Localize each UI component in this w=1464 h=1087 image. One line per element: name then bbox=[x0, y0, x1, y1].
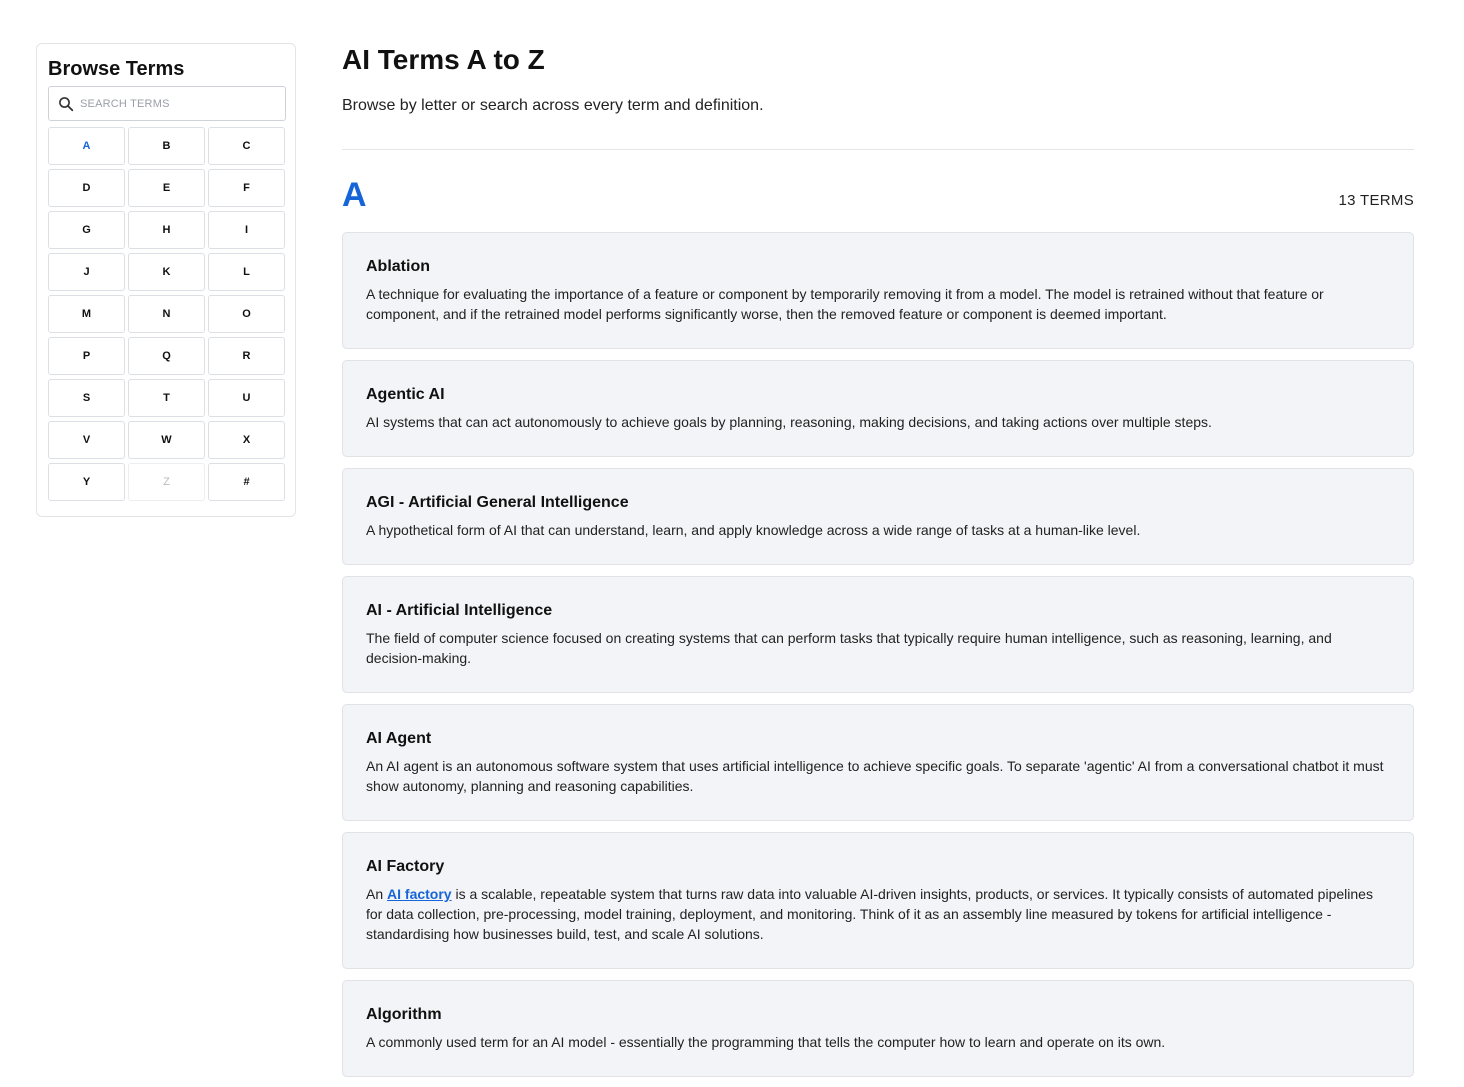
term-definition: A technique for evaluating the importance of a feature or component by temporarily removing it from a model. The model is retrained without that feature or component, and if the retrained model performs significantly worse, then the removed feature or component is deemed important. bbox=[366, 286, 1324, 322]
term-card-ai-agent bbox=[342, 704, 1414, 821]
letter-button-a[interactable]: A bbox=[48, 127, 125, 165]
sidebar-title: Browse Terms bbox=[48, 58, 185, 80]
term-title: AI Factory bbox=[366, 858, 445, 875]
letter-button-j[interactable]: J bbox=[48, 253, 125, 291]
term-definition bbox=[366, 884, 1390, 944]
term-card-agentic-ai bbox=[342, 360, 1414, 457]
letter-grid bbox=[48, 127, 284, 501]
letter-button-hash[interactable]: # bbox=[208, 463, 285, 501]
letter-button-b[interactable]: B bbox=[128, 127, 205, 165]
term-definition: AI systems that can act autonomously to achieve goals by planning, reasoning, making decisions, and taking actions over multiple steps. bbox=[366, 414, 1212, 430]
term-count: 13 TERMS bbox=[1338, 192, 1414, 209]
page-subtitle: Browse by letter or search across every term and definition. bbox=[342, 97, 764, 114]
term-card-ai-factory bbox=[342, 832, 1414, 969]
term-title: Algorithm bbox=[366, 1006, 442, 1023]
term-definition: A commonly used term for an AI model - essentially the programming that tells the computer how to learn and operate on its own. bbox=[366, 1034, 1166, 1050]
letter-button-d[interactable]: D bbox=[48, 169, 125, 207]
definition-prefix: An bbox=[366, 886, 388, 902]
browse-sidebar bbox=[36, 43, 296, 517]
letter-button-u[interactable]: U bbox=[208, 379, 285, 417]
section-letter-heading: A bbox=[342, 176, 367, 214]
term-definition: A hypothetical form of AI that can understand, learn, and apply knowledge across a wide range of tasks at a human-like level. bbox=[366, 522, 1141, 538]
term-title: AI - Artificial Intelligence bbox=[366, 602, 553, 619]
term-card-ai bbox=[342, 576, 1414, 693]
search-input[interactable] bbox=[80, 89, 285, 119]
term-title: Ablation bbox=[366, 258, 430, 275]
letter-button-n[interactable]: N bbox=[128, 295, 205, 333]
term-card-agi bbox=[342, 468, 1414, 565]
term-definition: The field of computer science focused on creating systems that can perform tasks that typically require human intelligence, such as reasoning, learning, and decision-making. bbox=[366, 630, 1332, 666]
letter-button-c[interactable]: C bbox=[208, 127, 285, 165]
search-box[interactable] bbox=[48, 86, 286, 121]
letter-button-k[interactable]: K bbox=[128, 253, 205, 291]
term-card-algorithm bbox=[342, 980, 1414, 1077]
letter-button-y[interactable]: Y bbox=[48, 463, 125, 501]
letter-button-r[interactable]: R bbox=[208, 337, 285, 375]
definition-suffix: is a scalable, repeatable system that turns raw data into valuable AI-driven insights, products, or services. It typically consists of automated pipelines for data collection, pre-processing, model training, deployment, and monitoring. Think of it as an assembly line measured by tokens for artificial intelligence - standardising how businesses build, test, and scale AI solutions. bbox=[366, 886, 1373, 942]
term-title: AGI - Artificial General Intelligence bbox=[366, 494, 629, 511]
letter-button-m[interactable]: M bbox=[48, 295, 125, 333]
letter-button-v[interactable]: V bbox=[48, 421, 125, 459]
letter-button-o[interactable]: O bbox=[208, 295, 285, 333]
letter-button-l[interactable]: L bbox=[208, 253, 285, 291]
letter-button-f[interactable]: F bbox=[208, 169, 285, 207]
letter-button-x[interactable]: X bbox=[208, 421, 285, 459]
letter-button-t[interactable]: T bbox=[128, 379, 205, 417]
letter-button-g[interactable]: G bbox=[48, 211, 125, 249]
ai-factory-link[interactable]: AI factory bbox=[387, 886, 452, 902]
letter-button-i[interactable]: I bbox=[208, 211, 285, 249]
letter-button-p[interactable]: P bbox=[48, 337, 125, 375]
page-title: AI Terms A to Z bbox=[342, 44, 545, 75]
term-title: AI Agent bbox=[366, 730, 432, 747]
letter-button-h[interactable]: H bbox=[128, 211, 205, 249]
term-definition: An AI agent is an autonomous software system that uses artificial intelligence to achieve specific goals. To separate 'agentic' AI from a conversational chatbot it must show autonomy, planning and reasoning capabilities. bbox=[366, 758, 1384, 794]
letter-button-q[interactable]: Q bbox=[128, 337, 205, 375]
term-title: Agentic AI bbox=[366, 386, 445, 403]
divider bbox=[342, 149, 1414, 150]
term-card-ablation bbox=[342, 232, 1414, 349]
letter-button-s[interactable]: S bbox=[48, 379, 125, 417]
letter-button-e[interactable]: E bbox=[128, 169, 205, 207]
search-icon bbox=[58, 96, 74, 112]
letter-button-z: Z bbox=[128, 463, 205, 501]
letter-button-w[interactable]: W bbox=[128, 421, 205, 459]
